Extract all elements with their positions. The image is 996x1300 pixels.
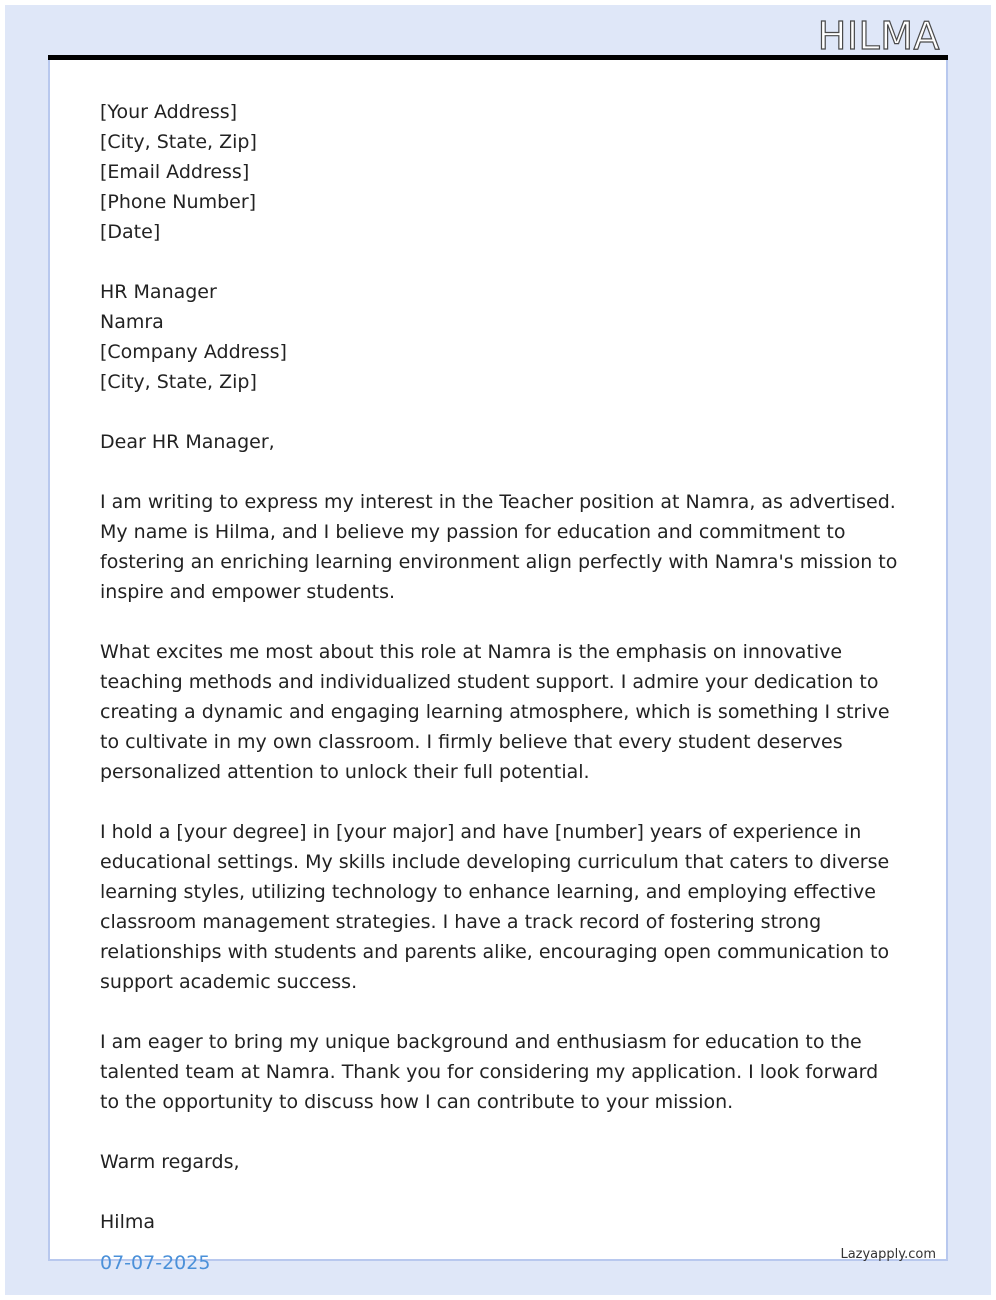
salutation: Dear HR Manager, <box>100 431 275 453</box>
body-paragraph-intro: I am writing to express my interest in the Teacher position at Namra, as advertised. My name is Hilma, and I believe my passion for education and commitment to fostering an enriching learning environment align perfectly with Namra's mission to inspire and empower students. <box>100 491 898 603</box>
sender-phone: [Phone Number] <box>100 191 257 213</box>
signature: Hilma <box>100 1211 155 1233</box>
sender-city-state-zip: [City, State, Zip] <box>100 131 257 153</box>
closing: Warm regards, <box>100 1151 240 1173</box>
recipient-company-address: [Company Address] <box>100 341 287 363</box>
recipient-company: Namra <box>100 311 164 333</box>
recipient-title: HR Manager <box>100 281 217 303</box>
body-paragraph-qualifications: I hold a [your degree] in [your major] and have [number] years of experience in educational settings. My skills include developing curriculum that caters to diverse learning styles, utilizing technology to enhance learning, and employing effective classroom management strategies. I have a track record of fostering strong relationships with students and parents alike, encouraging open communication to support academic success. <box>100 821 890 993</box>
sender-block <box>100 97 900 247</box>
body-paragraph-motivation: What excites me most about this role at Namra is the emphasis on innovative teaching methods and individualized student support. I admire your dedication to creating a dynamic and engaging learning atmosphere, which is something I strive to cultivate in my own classroom. I firmly believe that every student deserves personalized attention to unlock their full potential. <box>100 641 890 783</box>
sender-address: [Your Address] <box>100 101 238 123</box>
recipient-block <box>100 277 900 397</box>
sender-email: [Email Address] <box>100 161 250 183</box>
footer-date: 07-07-2025 <box>100 1252 211 1274</box>
body-paragraph-closing: I am eager to bring my unique background and enthusiasm for education to the talented team at Namra. Thank you for considering my application. I look forward to the opportunity to discuss how I can contribute to your mission. <box>100 1031 879 1113</box>
brand-name: HILMA <box>817 14 940 58</box>
cover-letter <box>100 97 900 1237</box>
sender-date: [Date] <box>100 221 161 243</box>
recipient-city-state-zip: [City, State, Zip] <box>100 371 257 393</box>
watermark-link[interactable]: Lazyapply.com <box>840 1247 936 1262</box>
